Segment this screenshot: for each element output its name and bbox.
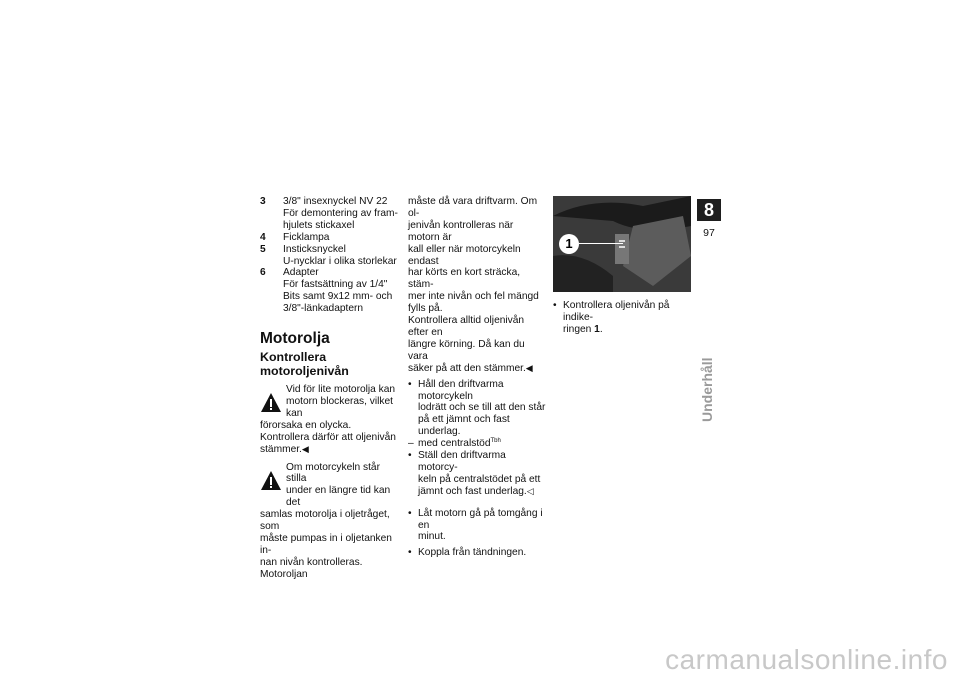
bullet-ignition-off: • Koppla från tändningen. <box>408 547 546 559</box>
bullet-hold-upright: • Håll den driftvarma motorcykeln lodrätt och se till att den står på ett jämnt och fast underlag. <box>408 379 546 439</box>
warning-2-indented: Om motorcykeln står stilla under en längre tid kan det <box>286 461 391 509</box>
tool-list <box>260 196 400 315</box>
equipment-code: Tbh <box>490 438 501 445</box>
chapter-number: 8 <box>697 199 721 221</box>
tool-description <box>283 232 329 244</box>
tool-number: 5 <box>260 243 266 255</box>
end-mark-icon: ◀ <box>525 362 533 373</box>
oil-paragraph: måste då vara driftvarm. Om ol- jenivån kontrolleras när motorn är kall eller när motorcykeln endast har körts en kort sträcka, stäm- mer inte nivån och fel mängd fylls på. Kontrollera alltid oljenivån efter en längre körning. Då kan du vara säker på att den stämmer. <box>408 196 539 374</box>
column-left <box>260 196 400 581</box>
section-title: Motorolja <box>260 330 330 348</box>
tool-item <box>260 232 400 244</box>
oil-level-photo <box>553 196 691 292</box>
bullet-center-stand: Ställ den driftvarma motorcy- keln på centralstödet på ett jämnt och fast underlag. <box>418 450 541 497</box>
bullet-center-stand-wrap <box>408 450 546 498</box>
warning-block-1 <box>260 384 400 455</box>
tool-description <box>283 267 392 315</box>
tool-line: U-nycklar i olika storlekar <box>283 255 397 267</box>
tool-description <box>283 244 397 268</box>
warning-block-2 <box>260 462 400 581</box>
end-mark-open-icon: ◁ <box>526 485 534 496</box>
bullet-check-indicator-text: Kontrollera oljenivån på indike- ringen <box>563 300 670 335</box>
warning-1-indented: Vid för lite motorolja kan motorn blockeras, vilket kan <box>286 384 396 419</box>
callout-line <box>579 243 623 244</box>
callout-label: 1 <box>559 234 579 254</box>
warning-triangle-icon <box>260 470 282 492</box>
tool-item <box>260 267 400 315</box>
tool-line: Adapter <box>283 267 319 279</box>
dash-center-stand-text: med centralstöd <box>418 438 491 450</box>
tool-line: För demontering av fram- hjulets stickaxel <box>283 207 398 231</box>
tool-line: För fastsättning av 1/4" Bits samt 9x12 mm- och 3/8"-länkadaptern <box>283 279 393 315</box>
tool-line: Ficklampa <box>283 231 330 243</box>
column-right <box>553 300 693 336</box>
bullet-check-indicator: • Kontrollera oljenivån på indike- ringen 1. <box>553 300 693 336</box>
warning-triangle-icon <box>260 392 282 414</box>
tool-line: 3/8" insexnyckel NV 22 <box>283 196 388 207</box>
column-middle <box>408 196 546 559</box>
tool-number: 3 <box>260 196 266 207</box>
warning-1-rest: förorsaka en olycka. Kontrollera därför att oljenivån stämmer. <box>260 419 396 455</box>
oil-para-wrap <box>408 196 546 375</box>
warning-2-rest: samlas motorolja i oljetråget, som måste pumpas in i oljetanken in- nan nivån kontrolleras. Motoroljan <box>260 509 392 580</box>
tool-item <box>260 196 400 232</box>
tool-description <box>283 196 398 232</box>
page-number: 97 <box>703 227 715 239</box>
section-subtitle: Kontrollera motoroljenivån <box>260 350 349 378</box>
chapter-side-title: Underhåll <box>699 357 715 422</box>
dash-center-stand <box>408 438 546 450</box>
tool-item <box>260 244 400 268</box>
tool-line: Insticksnyckel <box>283 243 346 255</box>
warning-1-rest-wrap <box>260 420 400 456</box>
end-mark-icon: ◀ <box>301 443 309 454</box>
tool-number: 6 <box>260 267 266 279</box>
indicator-ref: 1 <box>594 323 600 335</box>
watermark: carmanualsonline.info <box>665 644 948 675</box>
bullet-idle: • Låt motorn gå på tomgång i en minut. <box>408 508 546 544</box>
tool-number: 4 <box>260 231 266 243</box>
